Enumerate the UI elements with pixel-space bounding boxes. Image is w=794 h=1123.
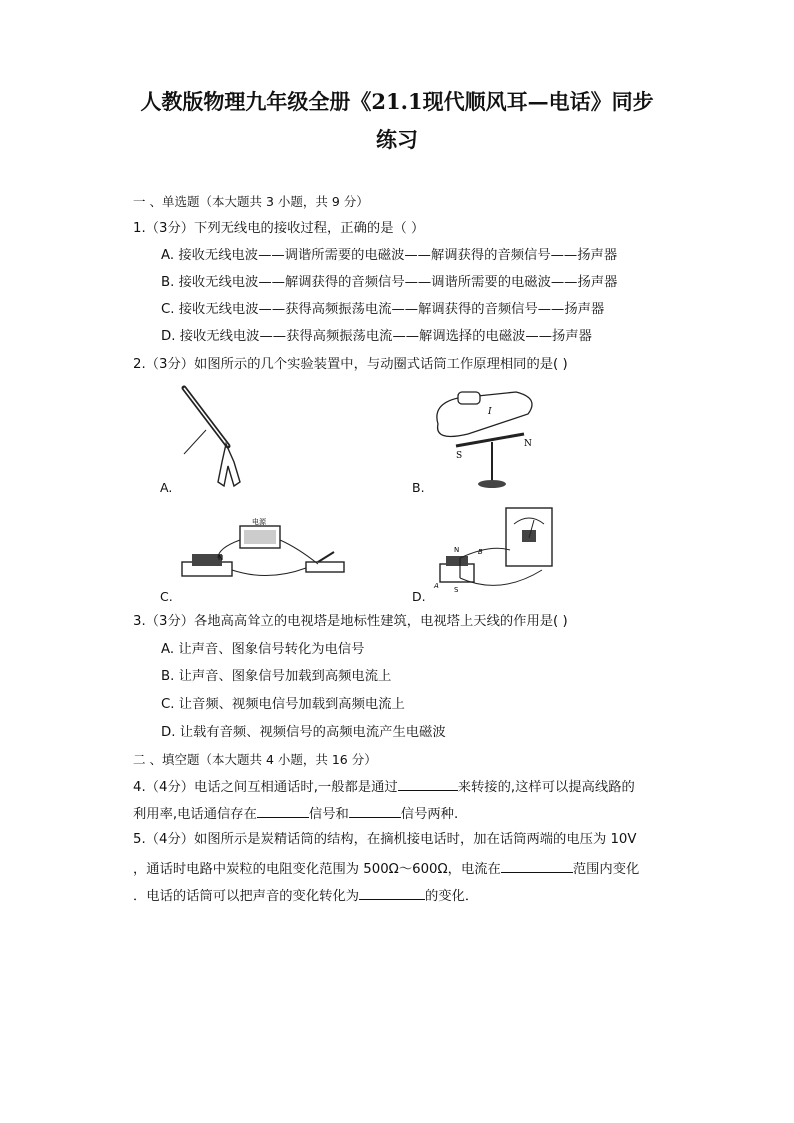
question-3-stem: 3.（3分）各地高高耸立的电视塔是地标性建筑，电视塔上天线的作用是( ) <box>133 614 568 629</box>
figure-b-compass-diagram <box>428 384 548 492</box>
figure-d-b-label: B <box>478 548 483 556</box>
question-5-text-2: 范围内变化 <box>572 862 640 877</box>
figure-c-north-label: N <box>218 554 224 562</box>
figure-b-south-label: S <box>456 451 463 461</box>
question-1-option-a: A. 接收无线电波——调谐所需要的电磁波——解调获得的音频信号——扬声器 <box>161 248 618 263</box>
question-4-blank-1 <box>398 778 458 791</box>
section-heading-single-choice: 一 、单选题（本大题共 3 小题，共 9 分） <box>133 194 369 209</box>
figure-c-power-label: 电源 <box>252 518 266 526</box>
question-1-option-d: D. 接收无线电波——获得高频振荡电流——解调选择的电磁波——扬声器 <box>161 329 592 344</box>
question-1-option-b: B. 接收无线电波——解调获得的音频信号——调谐所需要的电磁波——扬声器 <box>161 275 618 290</box>
page-title: 人教版物理九年级全册《21.1现代顺风耳—电话》同步 <box>140 89 654 114</box>
figure-b-north-label: N <box>524 439 532 449</box>
figure-c-motor-diagram <box>178 518 350 594</box>
figure-d-label: D. <box>412 589 426 604</box>
question-1-stem: 1.（3分）下列无线电的接收过程，正确的是（ ） <box>133 221 425 236</box>
question-4-blank-2 <box>257 805 309 818</box>
question-5-text-3: ．电话的话筒可以把声音的变化转化为 <box>133 889 360 904</box>
question-4-text-5: 信号两种. <box>400 807 459 822</box>
question-4-text-4: 信号和 <box>308 807 349 822</box>
question-1-option-c: C. 接收无线电波——获得高频振荡电流——解调获得的音频信号——扬声器 <box>161 302 605 317</box>
figure-d-south-label: S <box>454 586 459 594</box>
question-5-text-1: ，通话时电路中炭粒的电阻变化范围为 500Ω～600Ω，电流在 <box>133 862 501 877</box>
question-2-stem: 2.（3分）如图所示的几个实验装置中，与动圈式话筒工作原理相同的是( ) <box>133 357 568 372</box>
section-heading-fill-blank: 二 、填空题（本大题共 4 小题，共 16 分） <box>133 752 377 767</box>
figure-d-north-label: N <box>454 546 460 554</box>
figure-b-current-label: I <box>488 407 492 417</box>
question-5-blank-2 <box>359 887 425 900</box>
question-5-line-2 <box>133 860 639 878</box>
question-4-text-1: 4.（4分）电话之间互相通话时,一般都是通过 <box>133 780 398 795</box>
question-5-line-1: 5.（4分）如图所示是炭精话筒的结构，在摘机接电话时，加在话筒两端的电压为 10V <box>133 832 637 847</box>
question-4-text-3: 利用率,电话通信存在 <box>133 807 257 822</box>
question-3-option-c: C. 让音频、视频电信号加载到高频电流上 <box>161 697 405 712</box>
question-4-line-2 <box>133 805 458 823</box>
question-4-blank-3 <box>349 805 401 818</box>
figure-b-label: B. <box>412 480 425 495</box>
figure-a-magnet-diagram <box>176 382 266 492</box>
page-title-line2: 练习 <box>376 127 418 152</box>
question-3-option-a: A. 让声音、图象信号转化为电信号 <box>161 642 365 657</box>
question-3-option-d: D. 让载有音频、视频信号的高频电流产生电磁波 <box>161 725 446 740</box>
figure-d-a-label: A <box>434 582 439 590</box>
question-5-blank-1 <box>501 860 573 873</box>
figure-a-label: A. <box>160 480 173 495</box>
figure-d-galvanometer-diagram <box>430 504 560 600</box>
question-5-text-4: 的变化． <box>425 889 479 904</box>
figure-c-label: C. <box>160 589 173 604</box>
question-5-line-3 <box>133 887 478 905</box>
question-3-option-b: B. 让声音、图象信号加载到高频电流上 <box>161 669 392 684</box>
question-4-text-2: 来转接的,这样可以提高线路的 <box>457 780 635 795</box>
question-4-line-1 <box>133 778 635 796</box>
